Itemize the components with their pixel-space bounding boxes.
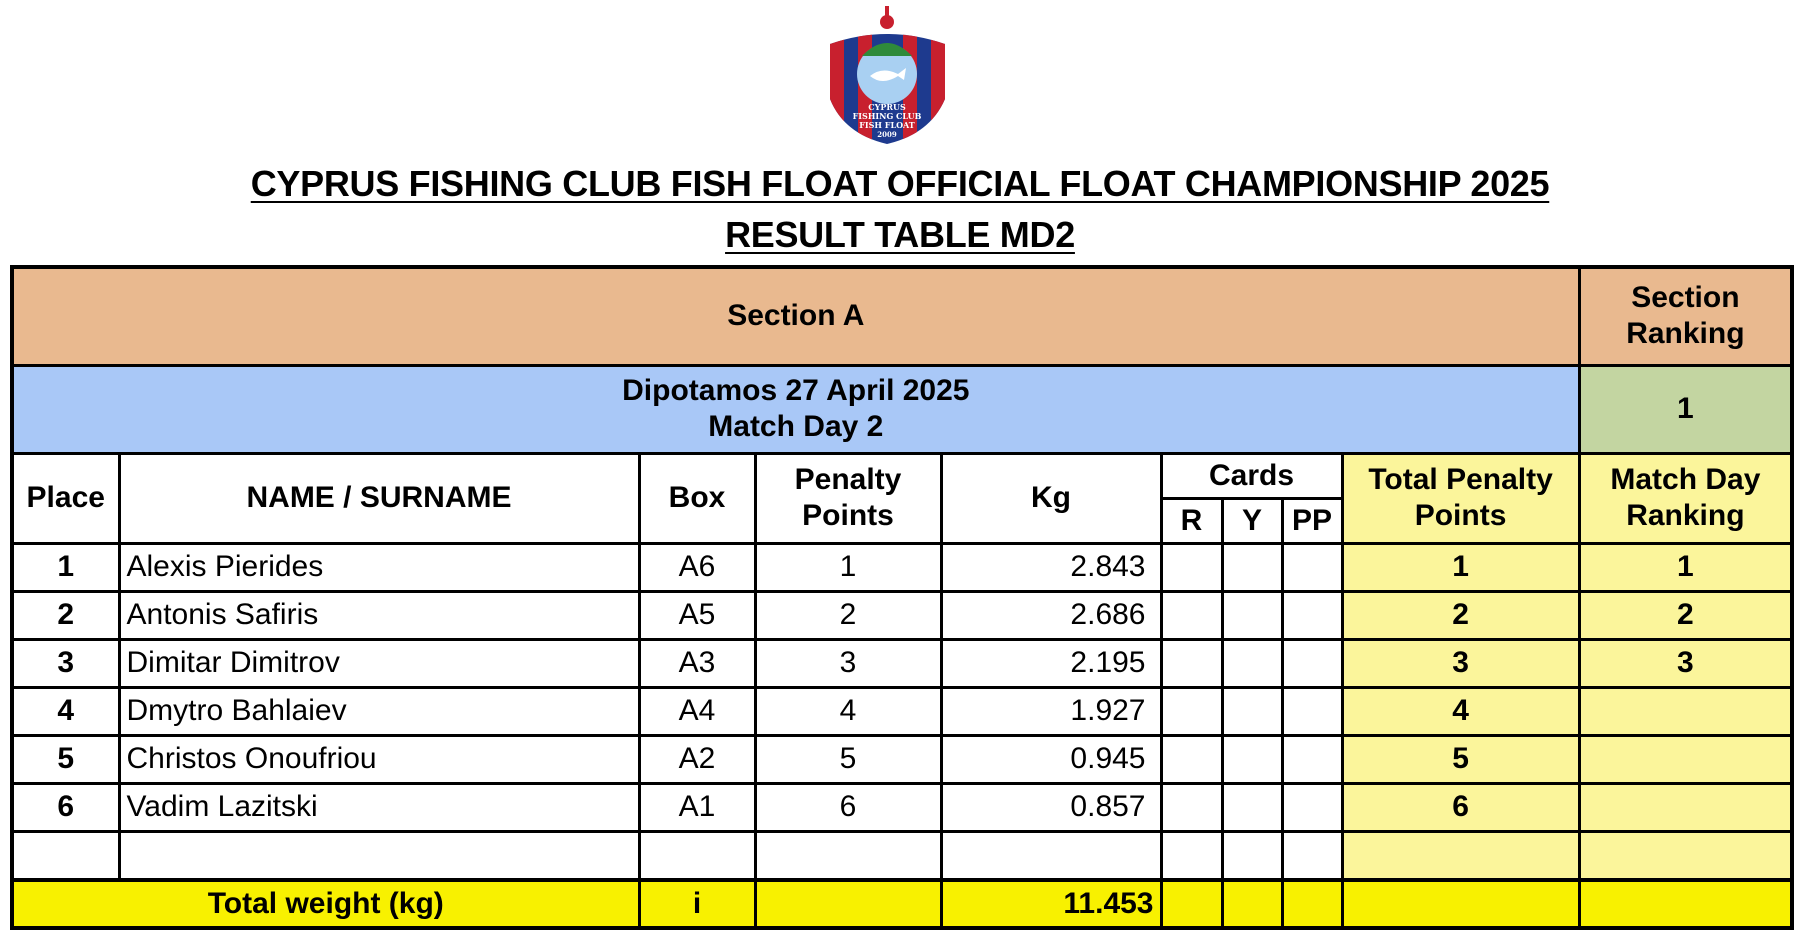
name-cell: Antonis Safiris [119,591,639,639]
col-header-penalty-line1: Penalty [794,463,902,496]
col-header-card-r: R [1161,498,1222,543]
venue-header [12,365,1579,453]
page-subtitle: RESULT TABLE MD2 [725,214,1075,255]
col-header-cards: Cards [1161,453,1342,498]
name-cell: Dmytro Bahlaiev [119,687,639,735]
section-ranking-header-line2: Ranking [1626,317,1745,351]
box-cell: A5 [639,591,755,639]
kg-cell: 2.195 [941,639,1161,687]
md-ranking-cell [1579,735,1792,783]
total-box-cell: i [639,880,755,928]
total-penalty-empty [755,880,941,928]
penalty-cell: 4 [755,687,941,735]
card-y-cell [1222,543,1282,591]
total-penalty-cell: 4 [1342,687,1579,735]
place-cell: 3 [12,639,119,687]
name-cell [119,831,639,880]
total-card-r-empty [1161,880,1222,928]
col-header-penalty [755,453,941,543]
md-ranking-cell [1579,687,1792,735]
md-ranking-cell [1579,831,1792,880]
card-pp-cell [1282,639,1342,687]
place-cell: 2 [12,591,119,639]
box-cell [639,831,755,880]
penalty-cell [755,831,941,880]
card-y-cell [1222,783,1282,831]
card-r-cell [1161,831,1222,880]
card-r-cell [1161,543,1222,591]
col-header-penalty-line2: Points [802,499,894,532]
place-cell [12,831,119,880]
card-pp-cell [1282,735,1342,783]
box-cell: A4 [639,687,755,735]
kg-cell: 2.686 [941,591,1161,639]
table-row [12,639,1792,687]
total-weight-label: Total weight (kg) [12,880,639,928]
name-cell: Alexis Pierides [119,543,639,591]
col-header-md-ranking-line1: Match Day [1610,463,1761,496]
kg-cell [941,831,1161,880]
table-row [12,687,1792,735]
col-header-card-pp: PP [1282,498,1342,543]
card-r-cell [1161,783,1222,831]
name-cell: Vadim Lazitski [119,783,639,831]
name-cell: Dimitar Dimitrov [119,639,639,687]
card-pp-cell [1282,687,1342,735]
col-header-md-ranking-line2: Ranking [1626,499,1745,532]
col-header-box: Box [639,453,755,543]
card-r-cell [1161,639,1222,687]
col-header-total-penalty-line1: Total Penalty [1368,463,1553,496]
col-header-card-y: Y [1222,498,1282,543]
total-total-penalty-empty [1342,880,1579,928]
total-penalty-cell: 5 [1342,735,1579,783]
match-day: Match Day 2 [708,410,884,443]
place-cell: 1 [12,543,119,591]
card-y-cell [1222,639,1282,687]
name-cell: Christos Onoufriou [119,735,639,783]
total-md-ranking-empty [1579,880,1792,928]
card-y-cell [1222,687,1282,735]
total-penalty-cell: 1 [1342,543,1579,591]
penalty-cell: 6 [755,783,941,831]
section-ranking-value: 1 [1579,365,1792,453]
card-pp-cell [1282,591,1342,639]
penalty-cell: 5 [755,735,941,783]
table-row-empty [12,831,1792,880]
venue-date: Dipotamos 27 April 2025 [622,374,970,407]
logo-text-4: 2009 [877,130,897,139]
box-cell: A2 [639,735,755,783]
col-header-md-ranking [1579,453,1792,543]
place-cell: 6 [12,783,119,831]
logo-text-2: FISHING CLUB [852,111,922,121]
box-cell: A1 [639,783,755,831]
card-pp-cell [1282,783,1342,831]
total-card-pp-empty [1282,880,1342,928]
md-ranking-cell [1579,783,1792,831]
col-header-kg: Kg [941,453,1161,543]
card-y-cell [1222,735,1282,783]
col-header-place: Place [12,453,119,543]
place-cell: 4 [12,687,119,735]
total-penalty-cell: 6 [1342,783,1579,831]
total-card-y-empty [1222,880,1282,928]
total-penalty-cell: 2 [1342,591,1579,639]
md-ranking-cell: 1 [1579,543,1792,591]
md-ranking-cell: 3 [1579,639,1792,687]
place-cell: 5 [12,735,119,783]
penalty-cell: 2 [755,591,941,639]
table-row [12,735,1792,783]
total-row [12,880,1792,928]
total-weight-value: 11.453 [941,880,1161,928]
club-logo [820,4,955,149]
results-table [10,265,1794,930]
total-penalty-cell [1342,831,1579,880]
logo-text-3: FISH FLOAT [859,120,915,130]
section-ranking-header-line1: Section [1631,281,1740,315]
col-header-total-penalty-line2: Points [1414,499,1507,532]
card-r-cell [1161,735,1222,783]
page-title: CYPRUS FISHING CLUB FISH FLOAT OFFICIAL FLOAT CHAMPIONSHIP 2025 [250,163,1550,204]
kg-cell: 1.927 [941,687,1161,735]
card-r-cell [1161,591,1222,639]
box-cell: A3 [639,639,755,687]
table-row [12,783,1792,831]
card-y-cell [1222,831,1282,880]
kg-cell: 0.945 [941,735,1161,783]
section-header: Section A [12,267,1579,365]
col-header-total-penalty [1342,453,1579,543]
penalty-cell: 3 [755,639,941,687]
total-penalty-cell: 3 [1342,639,1579,687]
card-pp-cell [1282,831,1342,880]
table-row [12,591,1792,639]
md-ranking-cell: 2 [1579,591,1792,639]
kg-cell: 2.843 [941,543,1161,591]
logo-text-1: CYPRUS [868,102,906,112]
table-row [12,543,1792,591]
box-cell: A6 [639,543,755,591]
kg-cell: 0.857 [941,783,1161,831]
card-pp-cell [1282,543,1342,591]
penalty-cell: 1 [755,543,941,591]
col-header-name: NAME / SURNAME [119,453,639,543]
section-ranking-header [1579,267,1792,365]
card-r-cell [1161,687,1222,735]
card-y-cell [1222,591,1282,639]
